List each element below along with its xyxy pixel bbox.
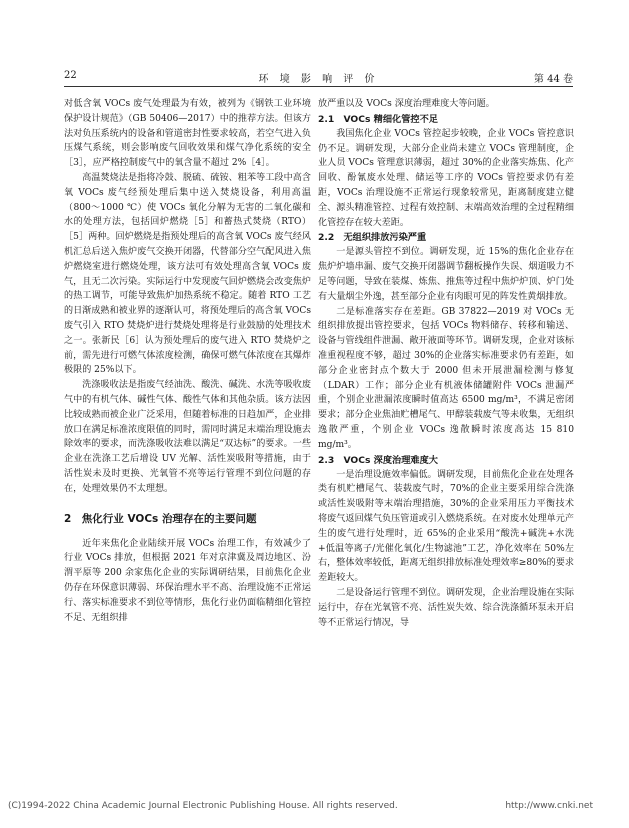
right-column [318, 97, 574, 630]
footer-url: http://www.cnki.net [505, 801, 593, 811]
copyright-notice: (C)1994-2022 China Academic Journal Electronic Publishing House. All rights reserved. [8, 801, 398, 811]
subsection-heading: 2.3 VOCs 深度治理难度大 [318, 454, 438, 466]
paragraph: 放严重以及 VOCs 深度治理难度大等问题。 [318, 99, 495, 109]
paragraph: 近年来焦化企业陆续开展 VOCs 治理工作，有效减少了行业 VOCs 排放，但根据 2021 年对京津冀及周边地区、汾渭平原等 200 余家焦化企业的实际调研结果，目前焦化企业仍存在环保意识薄弱、环保治理水平不高、治理设施不正常运行、落实标准要求不到位等情形，焦化行业仍面临精细化管控不足、无组织排 [64, 538, 311, 623]
paragraph: 洗涤吸收法是指废气经油洗、酸洗、碱洗、水洗等吸收废气中的有机气体、碱性气体、酸性气体和其他杂质。该方法因比较成熟而被企业广泛采用，但随着标准的日趋加严，企业排放口在满足标准浓度限值的同时，需同时满足末端治理设施去除效率的要求，而洗涤吸收法难以满足“双达标”的要求。一些企业在洗涤工艺后增设 UV 光解、活性炭吸附等措施，由于活性炭未及时更换、光氧管不亮等运行管理不到位问题的存在，处理效果仍不太理想。 [64, 380, 311, 494]
paragraph: 我国焦化企业 VOCs 管控起步较晚，企业 VOCs 管控意识仍不足。调研发现，大部分企业尚未建立 VOCs 管理制度，企业人员 VOCs 管理意识薄弱，超过 30%的企业落实炼焦、化产回收、酚氰废水处理、储运等工序的 VOCs 管控要求仍有差距，VOCs 治理设施不正常运行现象较常见，距离制度建立健全、源头精准管控、过程有效控制、末端高效治理的全过程精细化管控存在较大差距。 [318, 128, 574, 228]
page-header [64, 70, 573, 87]
subsection-heading: 2.1 VOCs 精细化管控不足 [318, 113, 438, 125]
journal-title: 环 境 影 响 评 价 [258, 74, 379, 85]
paragraph: 对低含氧 VOCs 废气处理最为有效，被列为《钢铁工业环境保护设计规范》（GB 50406—2017）中的推荐方法。但该方法对负压系统内的设备和管道密封性要求较高，若空气进入负压煤气系统，则会影响废气回收效果和煤气净化系统的安全［3］，应严格控制废气中的氧含量不超过 2%［4］。 [64, 99, 311, 169]
paragraph: 二是设备运行管理不到位。调研发现，企业治理设施在实际运行中，存在光氧管不亮、活性炭失效、综合洗涤循环泵未开启等不正常运行情况，导 [318, 587, 574, 628]
page-number: 22 [64, 70, 77, 81]
left-column [64, 97, 311, 625]
section-heading: 2 焦化行业 VOCs 治理存在的主要问题 [64, 512, 257, 525]
paragraph: 一是源头管控不到位。调研发现，近 15%的焦化企业存在焦炉炉墙串漏、废气交换开闭器调节翻板操作失误、烟道吸力不足等问题，导致在装煤、炼焦、推焦等过程中焦炉炉顶、炉门处有大量烟尘外逸，甚至部分企业有肉眼可见的阵发性黄烟排放。 [318, 247, 574, 302]
subsection-heading: 2.2 无组织排放污染严重 [318, 232, 427, 244]
paragraph: 高温焚烧法是指将冷鼓、脱硫、硫铵、粗苯等工段中高含氧 VOCs 废气经预处理后集中送入焚烧设备，利用高温（800～1000 ℃）使 VOCs 氧化分解为无害的二氧化碳和水的处理方法，包括回炉燃烧［5］和蓄热式焚烧（RTO）［5］两种。回炉燃烧是指预处理后的高含氧 VOCs 废气经风机汇总后送入焦炉废气交换开闭器，代替部分空气配风进入焦炉燃烧室进行燃烧处理，该方法可有效处理高含氧 VOCs 废气，且无二次污染。实际运行中发现废气回炉燃烧会改变焦炉的热工调节，可能导致焦炉加热系统不稳定。随着 RTO 工艺的日渐成熟和被业界的逐渐认可，将预处理后的高含氧 VOCs 废气引入 RTO 焚烧炉进行焚烧处理将是行业鼓励的处理技术之一。张新民［6］认为预处理后的废气进入 RTO 焚烧炉之前，需先进行可燃气体浓度检测，确保可燃气体浓度在其爆炸极限的 25%以下。 [64, 172, 311, 376]
volume-label: 第 44 卷 [533, 74, 573, 85]
paragraph: 二是标准落实存在差距。GB 37822—2019 对 VOCs 无组织排放提出管控要求，包括 VOCs 物料储存、转移和输送、设备与管线组件泄漏、敞开液面等环节。调研发现，企业对该标准重视程度不够，超过 30%的企业落实标准要求仍有差距，如部分企业密封点个数大于 2000 但未开展泄漏检测与修复（LDAR）工作；部分企业有机液体储罐附件 VOCs 泄漏严重，个别企业泄漏浓度瞬时值高达 6500 mg/m³，不满足密闭要求；部分企业焦油贮槽尾气、甲醇装载废气等未收集，无组织逸散严重，个别企业 VOCs 逸散瞬时浓度高达 15 810 mg/m³。 [318, 306, 574, 450]
paragraph: 一是治理设施效率偏低。调研发现，目前焦化企业在处理各类有机贮槽尾气、装载废气时，70%的企业主要采用综合洗涤或活性炭吸附等末端治理措施，30%的企业采用压力平衡技术将废气返回煤气负压管道或引入燃烧系统。在对废水处理单元产生的废气进行处理时，近 65%的企业采用“酸洗+碱洗+水洗+低温等离子/光催化氧化/生物滤池”工艺，净化效率在 50%左右，整体效率较低，距离无组织排放标准处理效率≥80%的要求差距较大。 [318, 469, 574, 584]
